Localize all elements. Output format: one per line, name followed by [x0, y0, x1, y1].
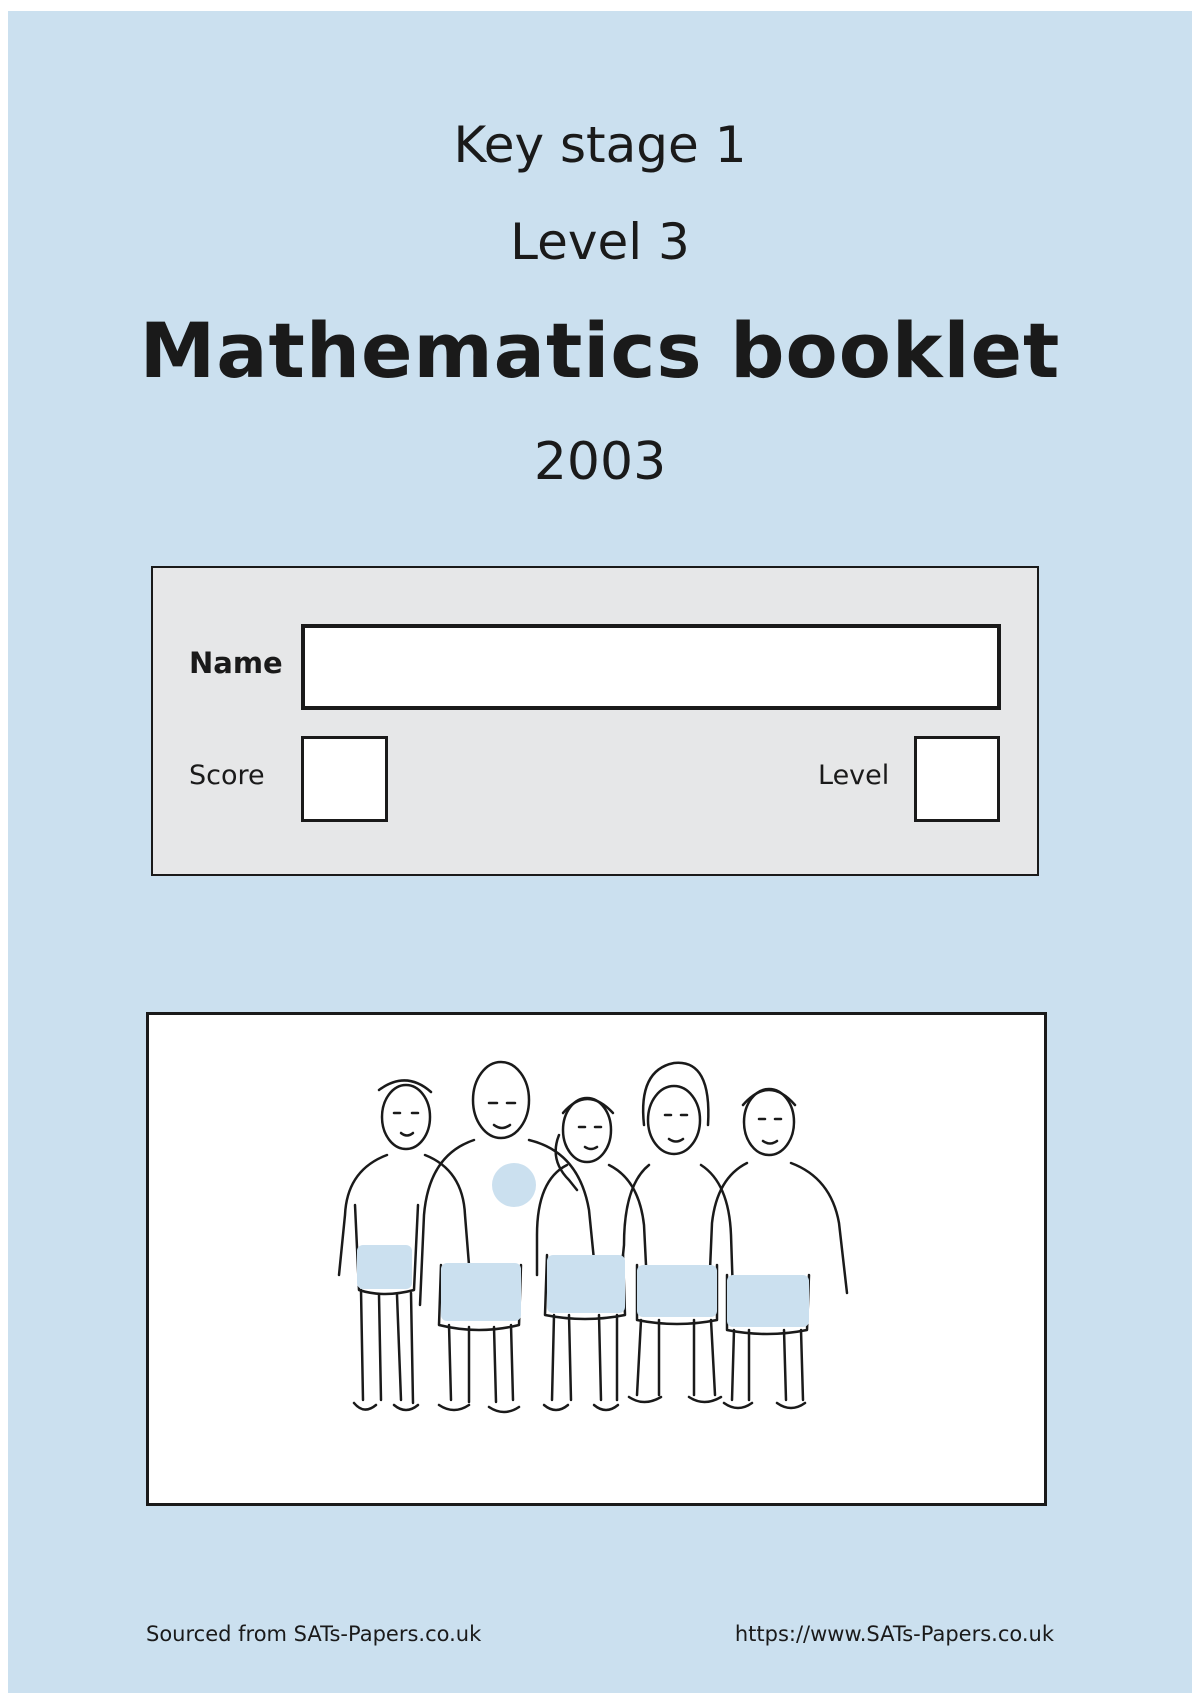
- name-label: Name: [189, 646, 283, 680]
- booklet-year: 2003: [533, 432, 667, 492]
- group-of-five-children-icon: [149, 1015, 1044, 1503]
- child-4-figure: [619, 1063, 733, 1402]
- name-field[interactable]: [301, 624, 1001, 710]
- level-field[interactable]: [914, 736, 1000, 822]
- child-5-figure: [709, 1089, 847, 1408]
- child-2-figure: [420, 1062, 594, 1412]
- score-field[interactable]: [301, 736, 388, 822]
- children-illustration-frame: [146, 1012, 1047, 1506]
- footer-source-text: Sourced from SATs-Papers.co.uk: [146, 1622, 482, 1646]
- footer-url-link[interactable]: https://www.SATs-Papers.co.uk: [734, 1622, 1054, 1646]
- pupil-details-panel: [151, 566, 1039, 876]
- level-heading: Level 3: [510, 213, 690, 271]
- score-label: Score: [189, 760, 265, 791]
- level-label: Level: [818, 760, 890, 791]
- key-stage-heading: Key stage 1: [453, 116, 747, 174]
- booklet-title: Mathematics booklet: [139, 306, 1061, 395]
- child-3-figure: [537, 1098, 646, 1410]
